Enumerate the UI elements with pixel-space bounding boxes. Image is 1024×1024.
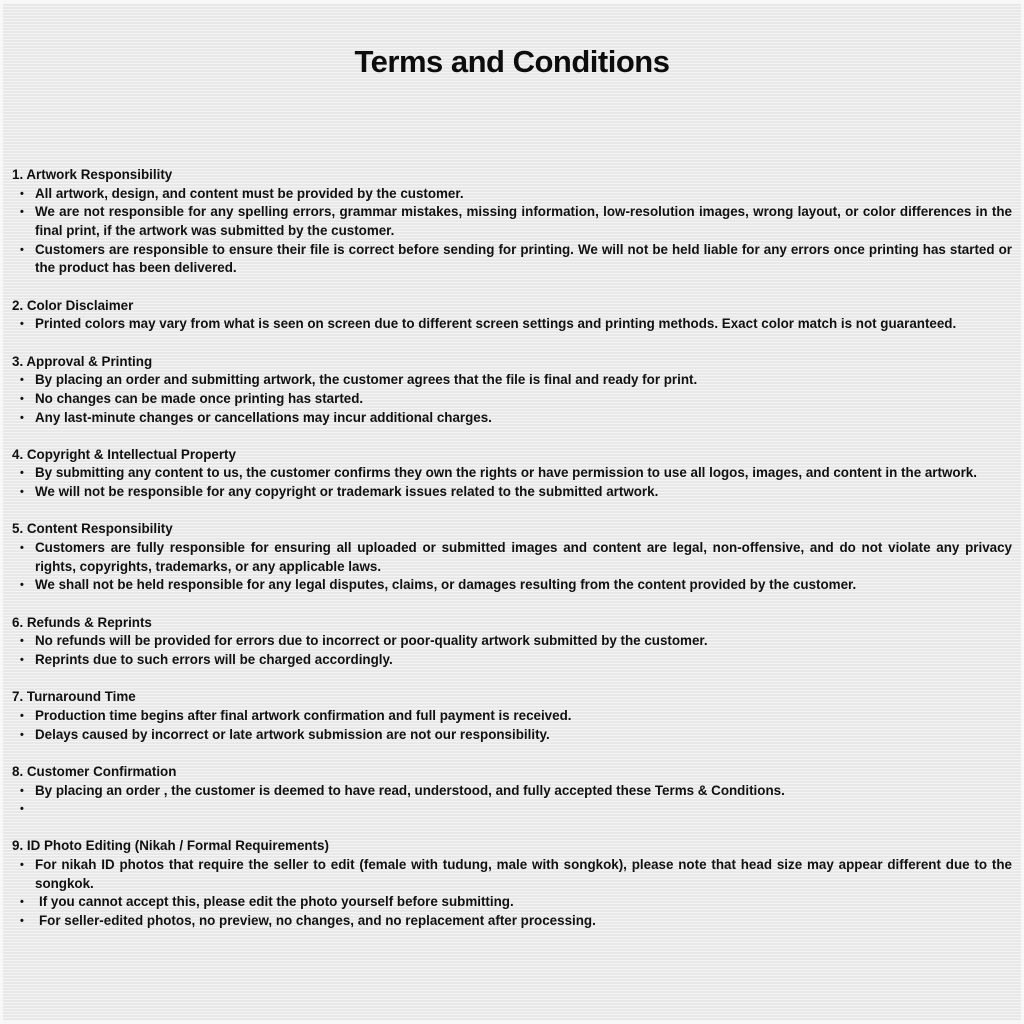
bullet-item: • Customers are fully responsible for ensuring all uploaded or submitted images and content are legal, non-offensive, and do not violate any privacy rights, copyrights, trademarks, or any applicable laws. [12,539,1012,576]
bullet-item: • Reprints due to such errors will be charged accordingly. [12,651,1012,670]
bullet-list [12,539,1012,595]
section-heading: 9. ID Photo Editing (Nikah / Formal Requirements) [12,838,329,854]
bullet-item: • Production time begins after final artwork confirmation and full payment is received. [12,707,1012,726]
bullet-item: • All artwork, design, and content must be provided by the customer. [12,185,1012,204]
bullet-list [12,707,1012,744]
bullet-item: • We will not be responsible for any copyright or trademark issues related to the submitted artwork. [12,483,1012,502]
section-heading: 8. Customer Confirmation [12,763,177,779]
bullet-item: • If you cannot accept this, please edit the photo yourself before submitting. [12,893,1012,912]
bullet-item: • We shall not be held responsible for any legal disputes, claims, or damages resulting from the content provided by the customer. [12,576,1012,595]
bullet-item: • No refunds will be provided for errors due to incorrect or poor-quality artwork submitted by the customer. [12,632,1012,651]
bullet-item: • For seller-edited photos, no preview, no changes, and no replacement after processing. [12,912,1012,931]
bullet-item: • By placing an order , the customer is deemed to have read, understood, and fully accepted these Terms & Conditions. [12,782,1012,801]
terms-section [12,166,1012,278]
bullet-item: • Delays caused by incorrect or late artwork submission are not our responsibility. [12,726,1012,745]
terms-content [12,166,1012,949]
section-heading: 3. Approval & Printing [12,353,153,369]
section-heading: 4. Copyright & Intellectual Property [12,446,236,462]
bullet-list [12,371,1012,427]
terms-section [12,297,1012,334]
terms-section [12,614,1012,670]
bullet-item: • Any last-minute changes or cancellations may incur additional charges. [12,409,1012,428]
bullet-item: • By placing an order and submitting artwork, the customer agrees that the file is final and ready for print. [12,371,1012,390]
bullet-list [12,782,1012,819]
terms-section [12,353,1012,428]
section-heading: 7. Turnaround Time [12,689,136,705]
terms-section [12,688,1012,744]
terms-section [12,837,1012,930]
bullet-list [12,632,1012,669]
bullet-list [12,464,1012,501]
bullet-list [12,315,1012,334]
section-heading: 2. Color Disclaimer [12,297,134,313]
bullet-list [12,185,1012,278]
bullet-item: • Printed colors may vary from what is seen on screen due to different screen settings and printing methods. Exact color match is not guaranteed. [12,315,1012,334]
bullet-item [12,800,1012,819]
bullet-item: • No changes can be made once printing has started. [12,390,1012,409]
bullet-item: • Customers are responsible to ensure their file is correct before sending for printing. We will not be held liable for any errors once printing has started or the product has been delivered. [12,241,1012,278]
section-heading: 5. Content Responsibility [12,521,173,537]
bullet-item: • By submitting any content to us, the customer confirms they own the rights or have permission to use all logos, images, and content in the artwork. [12,464,1012,483]
bullet-item: • We are not responsible for any spelling errors, grammar mistakes, missing information, low-resolution images, wrong layout, or color differences in the final print, if the artwork was submitted by the customer. [12,203,1012,240]
section-heading: 6. Refunds & Reprints [12,614,152,630]
terms-section [12,446,1012,502]
terms-section [12,520,1012,595]
terms-section [12,763,1012,819]
section-heading: 1. Artwork Responsibility [12,167,173,182]
page-title: Terms and Conditions [354,44,670,79]
bullet-list [12,856,1012,931]
bullet-item: • For nikah ID photos that require the seller to edit (female with tudung, male with songkok), please note that head size may appear different due to the songkok. [12,856,1012,893]
